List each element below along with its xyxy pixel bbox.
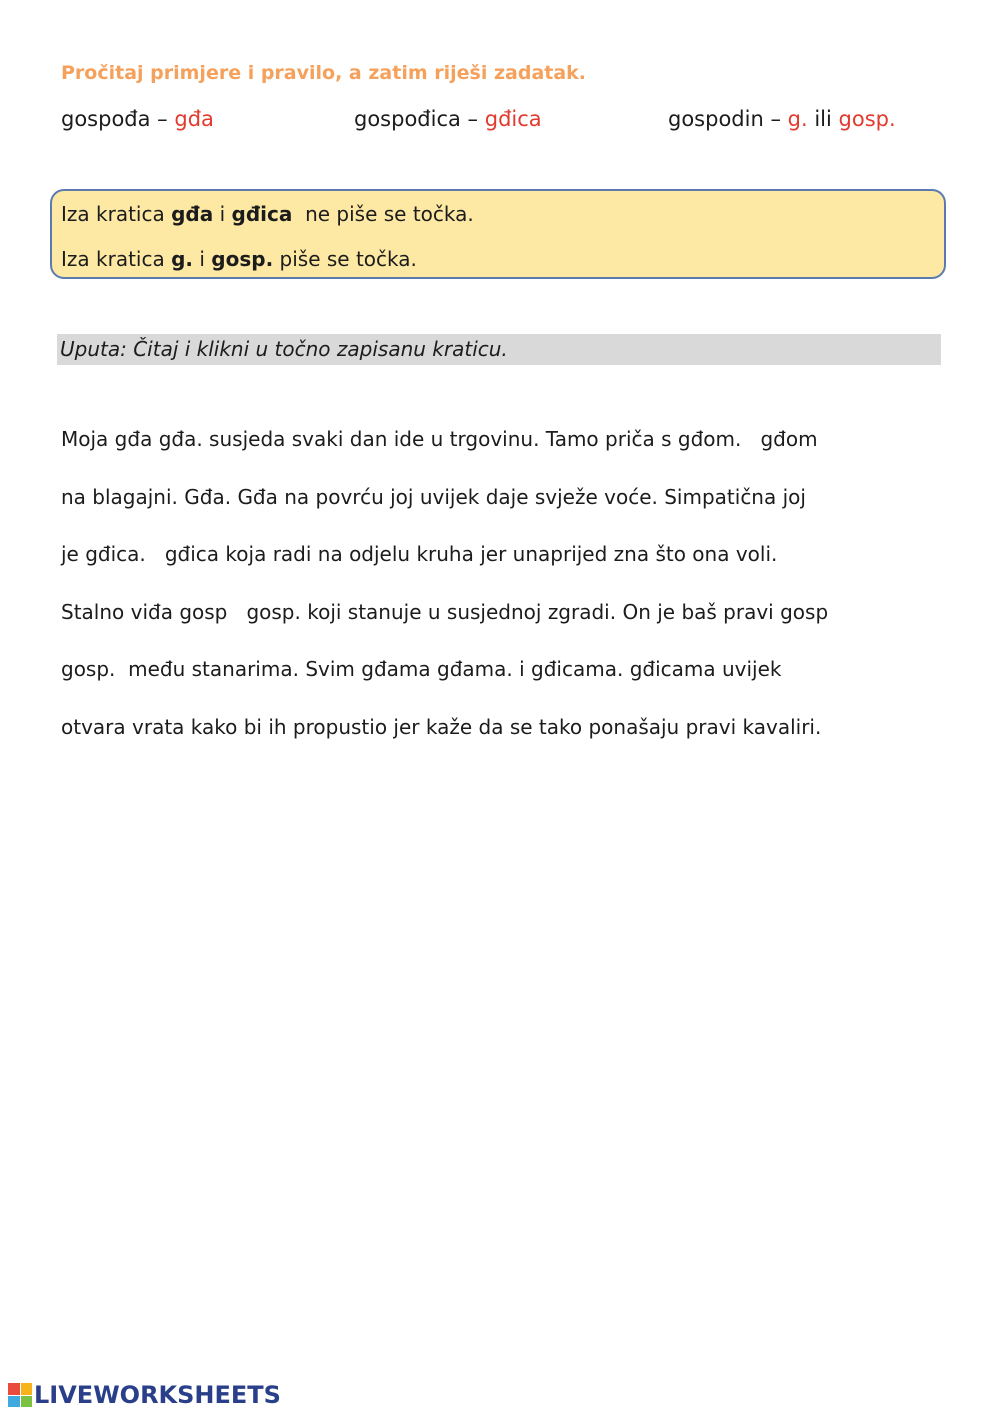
liveworksheets-logo (8, 1382, 281, 1408)
paragraph-line (61, 600, 828, 624)
text: koja radi na odjelu kruha jer unaprijed zna što ona voli. (219, 542, 778, 566)
text: koji stanuje u susjednoj zgradi. On je baš pravi (300, 600, 781, 624)
example-abbr: gđica (484, 107, 542, 131)
worksheet-title: Pročitaj primjere i pravilo, a zatim riješi zadatak. (61, 62, 587, 84)
choice-option[interactable]: gosp. (246, 600, 301, 624)
paragraph-line (61, 485, 806, 509)
rule-abbr: gđa (171, 202, 214, 226)
text: na blagajni. (61, 485, 185, 509)
rule-line-2 (61, 247, 417, 271)
paragraph-line (61, 657, 782, 681)
text: i (512, 657, 532, 681)
choice-option[interactable]: Gđa (237, 485, 278, 509)
example-abbr: gosp. (838, 107, 896, 131)
example-abbr: g. (787, 107, 808, 131)
text: otvara vrata kako bi ih propustio jer kaže da se tako ponašaju pravi kavaliri. (61, 715, 822, 739)
example-gospodin (668, 107, 896, 131)
text: susjeda svaki dan ide u trgovinu. Tamo priča s (202, 427, 678, 451)
example-word: gospođica – (354, 107, 479, 131)
example-abbr: gđa (174, 107, 214, 131)
example-gospodica (354, 107, 542, 131)
rule-text: ne piše se točka. (305, 202, 474, 226)
text (146, 542, 165, 566)
rule-abbr: gosp. (211, 247, 274, 271)
choice-option[interactable]: gđicama. (531, 657, 624, 681)
choice-option[interactable]: gđa. (158, 427, 203, 451)
choice-option[interactable]: Gđa. (184, 485, 232, 509)
example-gospoda (61, 107, 214, 131)
choice-option[interactable]: gđica. (85, 542, 146, 566)
rule-text: piše se točka. (279, 247, 417, 271)
example-separator: ili (814, 107, 832, 131)
text: je (61, 542, 86, 566)
example-word: gospodin – (668, 107, 781, 131)
text (227, 600, 246, 624)
choice-option[interactable]: gđama (361, 657, 431, 681)
rule-abbr: g. (171, 247, 194, 271)
choice-option[interactable]: gosp (179, 600, 228, 624)
text: Stalno viđa (61, 600, 180, 624)
instruction-text: Uputa: Čitaj i klikni u točno zapisanu kraticu. (60, 337, 508, 361)
rule-text: i (199, 247, 205, 271)
text: Moja (61, 427, 115, 451)
rule-line-1 (61, 202, 474, 226)
rule-text: Iza kratica (61, 247, 165, 271)
rule-abbr: gđica (231, 202, 293, 226)
text (741, 427, 760, 451)
choice-option[interactable]: gosp (780, 600, 829, 624)
text: uvijek (715, 657, 782, 681)
text: na povrću joj uvijek daje svježe voće. Simpatična joj (277, 485, 806, 509)
choice-option[interactable]: gđom (760, 427, 818, 451)
rule-text: Iza kratica (61, 202, 165, 226)
choice-option[interactable]: gosp. (61, 657, 116, 681)
choice-option[interactable]: gđicama (629, 657, 716, 681)
logo-text: LIVEWORKSHEETS (34, 1381, 281, 1409)
logo-blocks-icon (8, 1383, 32, 1407)
text: među stanarima. Svim (115, 657, 362, 681)
choice-option[interactable]: gđica (164, 542, 220, 566)
choice-option[interactable]: gđom. (677, 427, 742, 451)
choice-option[interactable]: gđama. (437, 657, 513, 681)
instruction-bar (57, 334, 941, 365)
rule-text: i (219, 202, 226, 226)
example-word: gospođa – (61, 107, 168, 131)
choice-option[interactable]: gđa (114, 427, 153, 451)
paragraph-line (61, 542, 777, 566)
paragraph-line (61, 427, 818, 451)
paragraph-line (61, 715, 821, 739)
